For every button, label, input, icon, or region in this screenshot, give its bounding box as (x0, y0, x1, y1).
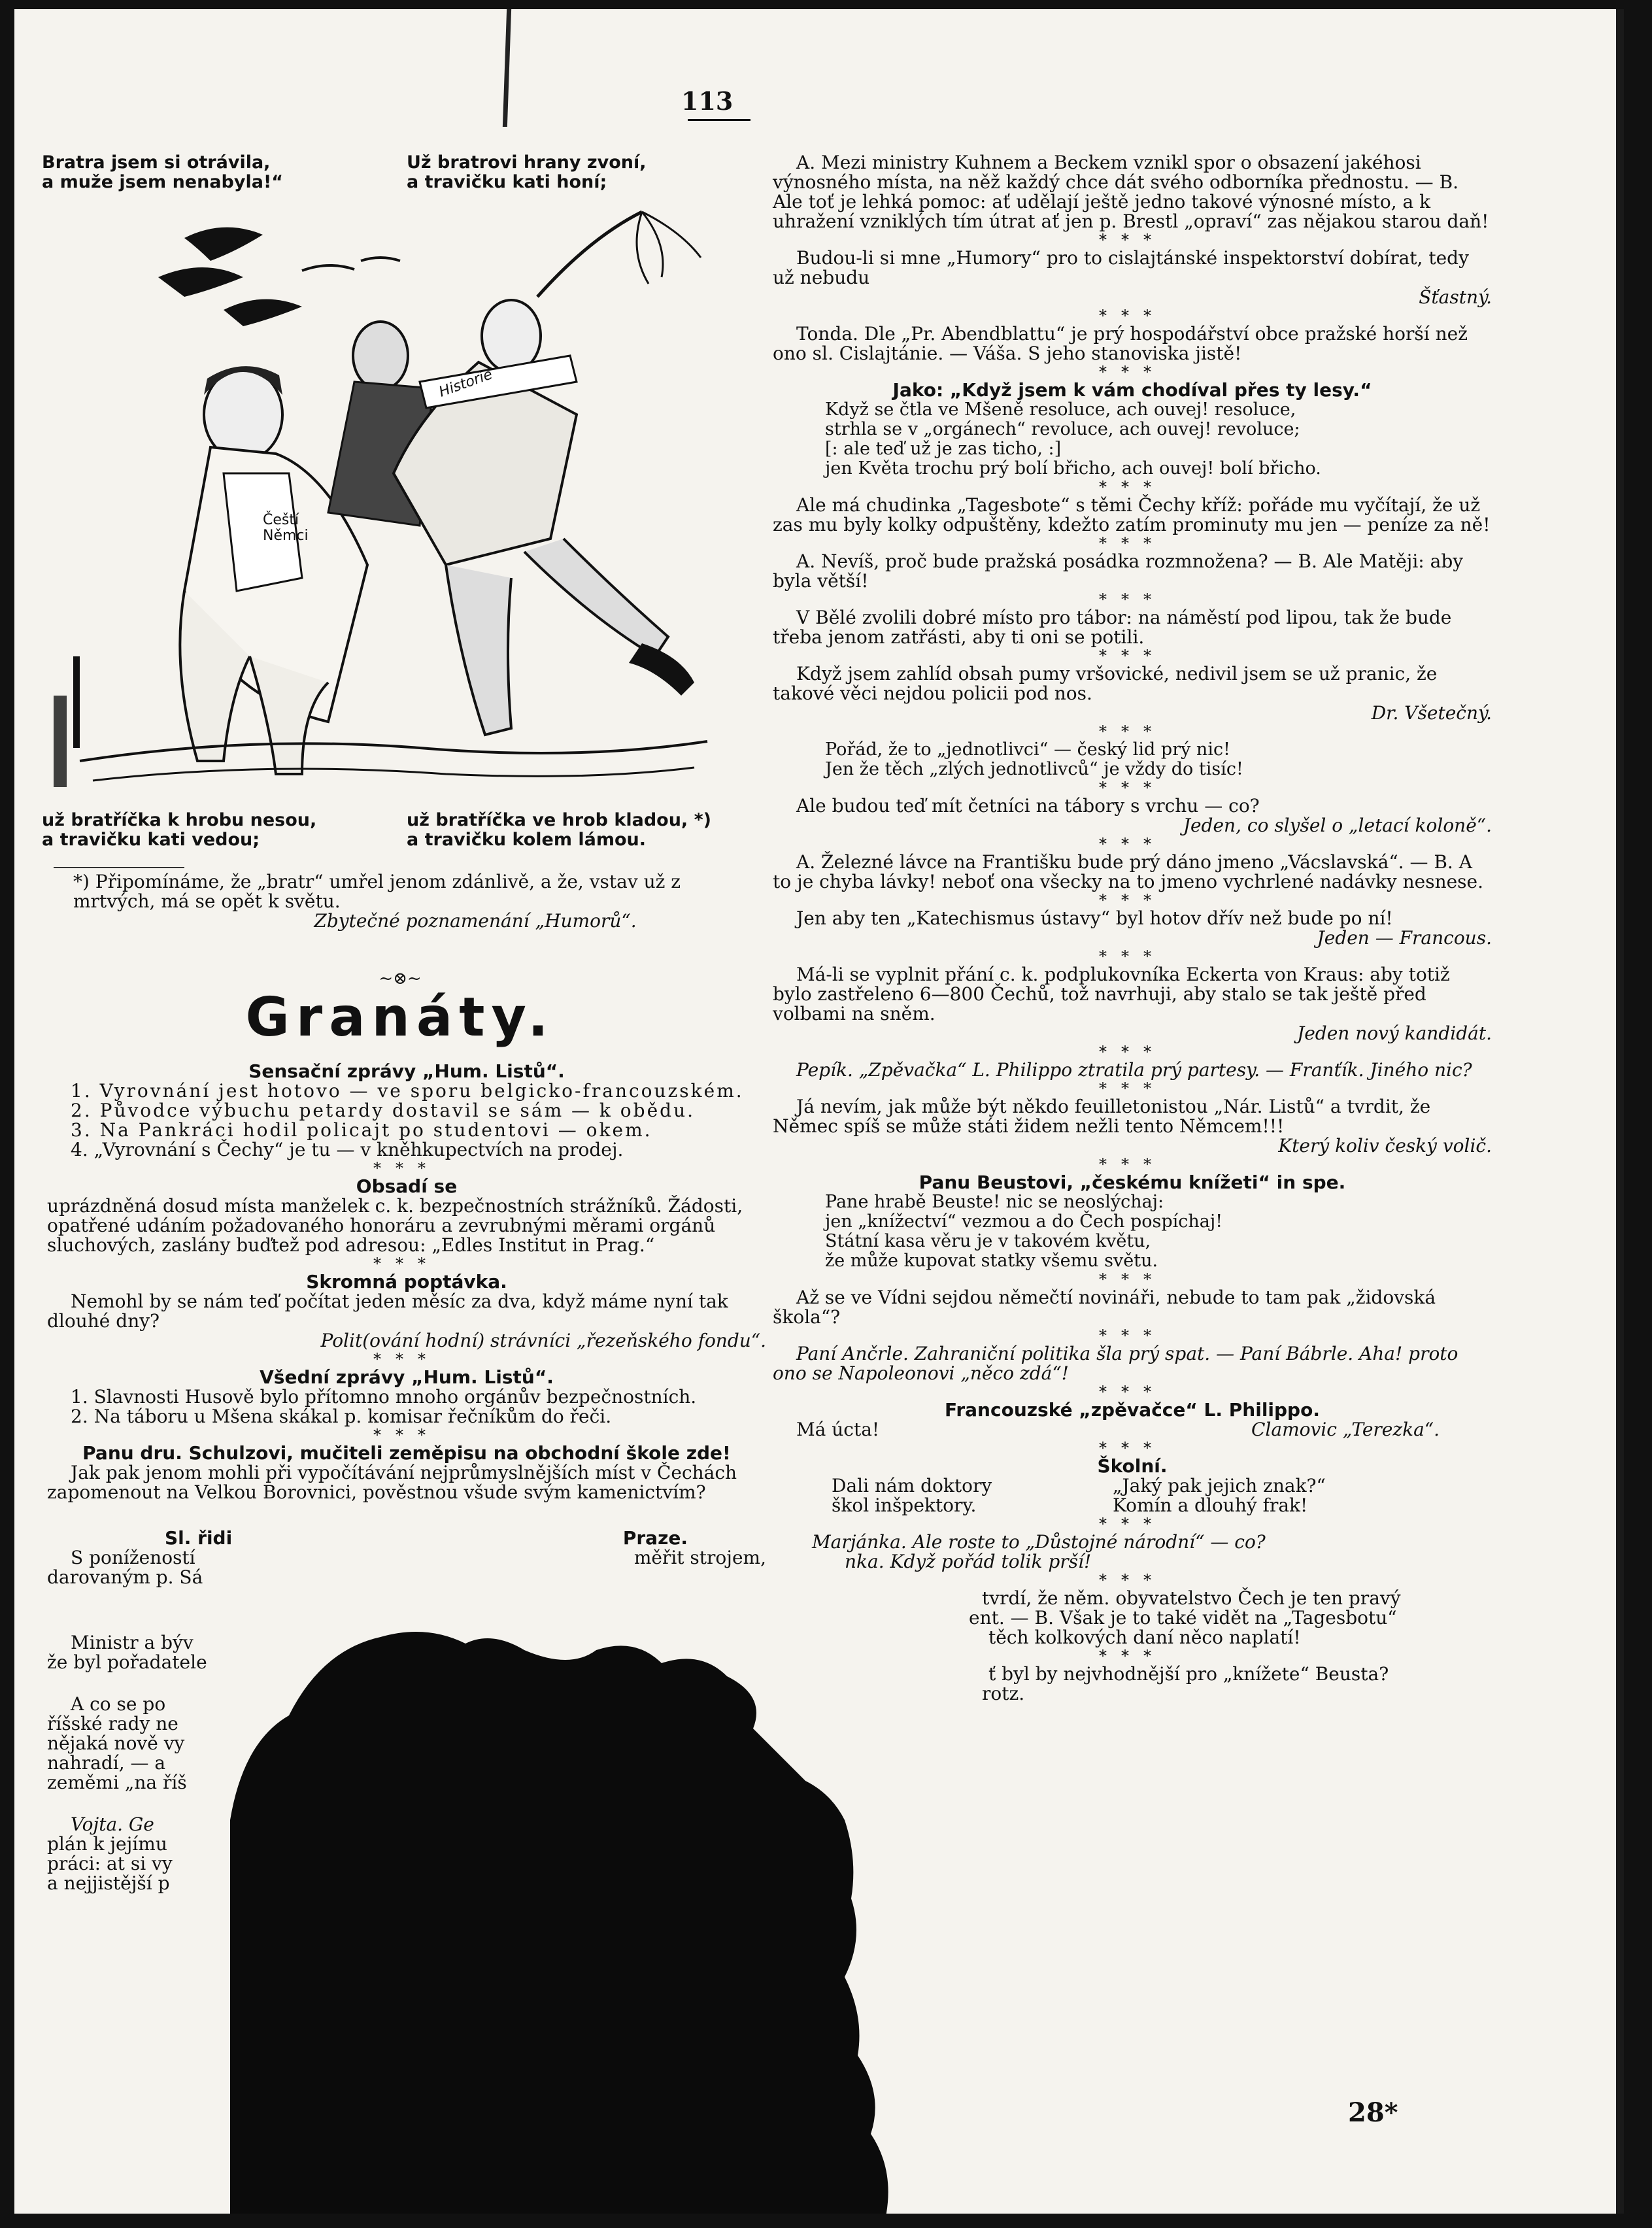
star-divider: *** (1099, 478, 1166, 496)
paragraph: Ale má chudinka „Tagesbote“ s těmi Čechy kříž: pořáde mu vyčítají, že už zas mu byly kolky odpuštěny, kdežto zatím prominuty mu jen — peníze za ně! (773, 494, 1491, 535)
list-item: 1. Vyrovnání jest hotovo — ve sporu belgicko-francouzském. (71, 1080, 744, 1102)
page-title: Granáty. (245, 987, 555, 1049)
section-heading: Jako: „Když jsem k vám chodíval přes ty lesy.“ (892, 379, 1372, 401)
salutation-line: Má úcta! Clamovic „Terezka“. (796, 1419, 1440, 1440)
damaged-line: práci: at si vy (47, 1853, 173, 1874)
star-divider: *** (1099, 590, 1166, 609)
damaged-line: A co se po (71, 1693, 166, 1715)
section-heading: Sensační zprávy „Hum. Listů“. (248, 1060, 565, 1082)
star-divider: *** (1099, 891, 1166, 909)
damaged-line: ent. — B. Však je to také vidět na „Tagesbotu“ (969, 1607, 1397, 1629)
star-divider: *** (1099, 231, 1166, 249)
cartoon-caption-bottom-right: už bratříčka ve hrob kladou, *) a travičku kolem lámou. (407, 810, 712, 850)
star-divider: *** (1099, 1571, 1166, 1589)
damaged-line: Vojta. Ge (71, 1814, 154, 1835)
damaged-line: říšské rady ne (47, 1713, 178, 1734)
star-divider: *** (1099, 1270, 1166, 1289)
bird-icon (184, 228, 263, 261)
star-divider: *** (1099, 1079, 1166, 1098)
paragraph: A. Železné lávce na Františku bude prý dáno jmeno „Vácslavská“. — B. A to je chyba lávky! neboť ona všecky na to jmeno vychrlené nadávky nesnese. (773, 851, 1484, 892)
damaged-line: Marjánka. Ale roste to „Důstojné národní“ — co? (812, 1531, 1266, 1553)
star-divider: *** (1099, 647, 1166, 665)
historie-label: Historie (437, 366, 495, 401)
paragraph: A. Nevíš, proč bude pražská posádka rozmnožena? — B. Ale Matěji: aby byla větší! (773, 550, 1464, 592)
cartoon-caption-bottom-left: už bratříčka k hrobu nesou, a travičku kati vedou; (42, 810, 317, 850)
signature: Který koliv český volič. (1278, 1135, 1492, 1156)
page-edge (1616, 9, 1624, 2214)
section-heading: Všední zprávy „Hum. Listů“. (260, 1366, 554, 1388)
newspaper-page (14, 9, 1624, 2214)
page-number: 113 (681, 86, 733, 116)
damaged-heading: Sl. řidi Praze. (165, 1527, 688, 1549)
paragraph: Má-li se vyplnit přání c. k. podplukovníka Eckerta von Kraus: aby totiž bylo zastřeleno 6—800 Čechů, tož navrhuji, aby stalo se tak ještě před volbami na sněm. (773, 964, 1450, 1024)
paragraph: A. Mezi ministry Kuhnem a Beckem vznikl spor o obsazení jakéhosi výnosného místa, na něž každý chce dát svého odborníka přednostu. — B. Ale toť je lehká pomoc: ať udělají ještě jedno takové výnosné místo, a k uhražení vzniklých tím útrat ať jen p. Brestl „opraví“ zas nějakou starou daň! (773, 152, 1489, 232)
list-item: 2. Na táboru u Mšena skákal p. komisar řečníkům do řeči. (71, 1406, 612, 1427)
star-divider: *** (1099, 1326, 1166, 1345)
section-heading: Panu dru. Schulzovi, mučiteli zeměpisu na obchodní škole zde! (82, 1442, 731, 1464)
footnote-sign: Zbytečné poznamenání „Humorů“. (314, 910, 637, 932)
signature: Polit(ování hodní) strávníci „řezeňského fondu“. (320, 1330, 766, 1351)
damaged-line: že byl pořadatele (47, 1651, 207, 1673)
damaged-line: těch kolkových daní něco naplatí! (988, 1627, 1301, 1648)
damaged-line: nka. Když pořád tolik prší! (845, 1551, 1092, 1572)
paragraph: Nemohl by se nám teď počítat jeden měsíc za dva, když máme nyní tak dlouhé dny? (47, 1291, 728, 1332)
section-heading: Panu Beustovi, „českému knížeti“ in spe. (919, 1172, 1346, 1193)
star-divider: *** (373, 1350, 440, 1368)
paper-tear (503, 9, 511, 127)
signature: Šťastný. (1419, 286, 1492, 308)
printer-signature: 28* (1348, 2097, 1398, 2128)
damaged-line: ť byl by nejvhodnější pro „knížete“ Beusta? (988, 1663, 1389, 1685)
signature: Jeden, co slyšel o „letací koloně“. (1183, 815, 1492, 836)
list-item: 1. Slavnosti Husově bylo přítomno mnoho orgánův bezpečnostních. (71, 1386, 697, 1408)
footnote (60, 863, 760, 931)
verse-line: škol inšpektory. Komín a dlouhý frak! (832, 1494, 1308, 1516)
section-heading: Francouzské „zpěvačce“ L. Philippo. (945, 1399, 1320, 1421)
paragraph: Jen aby ten „Katechismus ústavy“ byl hotov dřív než bude po ní! (796, 907, 1393, 929)
bird-icon (158, 267, 243, 297)
list-item: 4. „Vyrovnání s Čechy“ je tu — v kněhkupectvích na prodej. (71, 1139, 624, 1160)
star-divider: *** (1099, 534, 1166, 552)
signature: Jeden nový kandidát. (1297, 1022, 1492, 1044)
damaged-line: tvrdí, že něm. obyvatelstvo Čech je ten pravý (982, 1587, 1401, 1609)
footnote-rule (54, 867, 184, 868)
paragraph: Budou-li si mne „Humory“ pro to cislajtánské inspektorství dobírat, tedy už nebudu (773, 247, 1469, 288)
section-heading: Skromná poptávka. (306, 1271, 507, 1292)
star-divider: *** (1099, 1647, 1166, 1665)
star-divider: *** (1099, 722, 1166, 741)
damage-blot (230, 1624, 1054, 2214)
footnote-text: *) Připomínáme, že „bratr“ umřel jenom zdánlivě, a že, vstav už z mrtvých, má se opět k světu. (73, 871, 681, 912)
right-column (773, 153, 1492, 1704)
cartoon-illustration (54, 199, 733, 807)
title-block (41, 969, 760, 1047)
paragraph: Až se ve Vídni sejdou němečtí novináři, nebude to tam pak „židovská škola“? (773, 1287, 1436, 1328)
paragraph: Když jsem zahlíd obsah pumy vršovické, nedivil jsem se už pranic, že takové věci nejdou policii pod nos. (773, 663, 1438, 704)
verse-line: Dali nám doktory „Jaký pak jejich znak?“ (832, 1475, 1326, 1496)
star-divider: *** (1099, 1043, 1166, 1061)
paragraph: uprázdněná dosud místa manželek c. k. bezpečnostních strážníků. Žádosti, opatřené udáním požadovaného honoráru a zevrubnými měrami orgánů sluchových, zaslány buďtež pod adresou: „Edles Institut in Prag.“ (47, 1195, 743, 1256)
list-item: 2. Původce výbuchu petardy dostavil se sám — k obědu. (71, 1100, 696, 1121)
bird-icon (224, 299, 302, 326)
star-divider: *** (1099, 779, 1166, 797)
damaged-line: S ponížeností měřit strojem, (71, 1547, 766, 1568)
star-divider: *** (1099, 1383, 1166, 1401)
signature: Dr. Všetečný. (1371, 702, 1492, 724)
page-number-rule (688, 119, 750, 121)
cartoon-caption-top-right: Už bratrovi hrany zvoní, a travičku kati honí; (407, 152, 647, 192)
damaged-line: nějaká nově vy (47, 1732, 185, 1754)
star-divider: *** (373, 1255, 440, 1273)
damaged-line: rotz. (982, 1683, 1025, 1704)
verse: Pořád, že to „jednotlivci“ — český lid prý nic! Jen že těch „zlých jednotlivců“ je vždy do tisíc! (825, 739, 1243, 779)
cartoon-caption-top-left: Bratra jsem si otrávila, a muže jsem nenabyla!“ (42, 152, 284, 192)
damaged-line: Ministr a býv (71, 1632, 194, 1653)
paragraph: Ale budou teď mít četníci na tábory s vrchu — co? (796, 795, 1260, 817)
paragraph: Já nevím, jak může být někdo feuilletonistou „Nár. Listů“ a tvrdit, že Němec spíš se může státi židem nežli tento Němcem!!! (773, 1096, 1431, 1137)
list-item: 3. Na Pankráci hodil policajt po studentovi — okem. (71, 1119, 652, 1141)
star-divider: *** (1099, 363, 1166, 381)
star-divider: *** (1099, 1155, 1166, 1173)
ornament: ~⊗~ (379, 969, 422, 988)
star-divider: *** (373, 1159, 440, 1177)
damaged-line: zeměmi „na říš (47, 1772, 187, 1793)
star-divider: *** (1099, 1515, 1166, 1533)
verse: Pane hrabě Beuste! nic se neoslýchaj: jen „knížectví“ vezmou a do Čech pospíchaj! Státní kasa věru je v takovém květu, že může kupovat statky všemu světu. (825, 1192, 1223, 1271)
paragraph: Jak pak jenom mohli při vypočítávání nejprůmyslnějších míst v Čechách zapomenout na Velkou Borovnici, pověstnou všude svým kamenictvím? (47, 1462, 737, 1503)
damaged-line: nahradí, — a (47, 1752, 166, 1774)
paragraph: Tonda. Dle „Pr. Abendblattu“ je prý hospodářství obce pražské horší než ono sl. Cislajtánie. — Váša. S jeho stanoviska jistě! (773, 323, 1468, 364)
section-heading: Školní. (1097, 1455, 1168, 1477)
paragraph: Pepík. „Zpěvačka“ L. Philippo ztratila prý partesy. — Franťík. Jiného nic? (796, 1059, 1472, 1081)
star-divider: *** (1099, 835, 1166, 853)
paragraph: Paní Ančrle. Zahraniční politika šla prý spat. — Paní Bábrle. Aha! proto ono se Napoleonovi „něco zdá“! (773, 1343, 1458, 1384)
damaged-line: a nejjistější p (47, 1872, 170, 1894)
star-divider: *** (1099, 947, 1166, 966)
damaged-line: plán k jejímu (47, 1833, 167, 1855)
star-divider: *** (373, 1426, 440, 1444)
apron-label: Čeští Němci (263, 512, 309, 544)
verse: Když se čtla ve Mšeně resoluce, ach ouvej! resoluce, strhla se v „orgánech“ revoluce, ach ouvej! revoluce; [: ale teď už je zas ticho, :] jen Květa trochu prý bolí břicho, ach ouvej! bolí břicho. (825, 399, 1321, 479)
star-divider: *** (1099, 1439, 1166, 1457)
section-heading: Obsadí se (356, 1175, 458, 1197)
signature: Jeden — Francous. (1317, 927, 1492, 949)
paragraph: V Bělé zvolili dobré místo pro tábor: na náměstí pod lipou, tak že bude třeba jenom zatřásti, aby ti oni se potili. (773, 607, 1452, 648)
star-divider: *** (1099, 307, 1166, 325)
damaged-line: darovaným p. Sá (47, 1566, 203, 1588)
